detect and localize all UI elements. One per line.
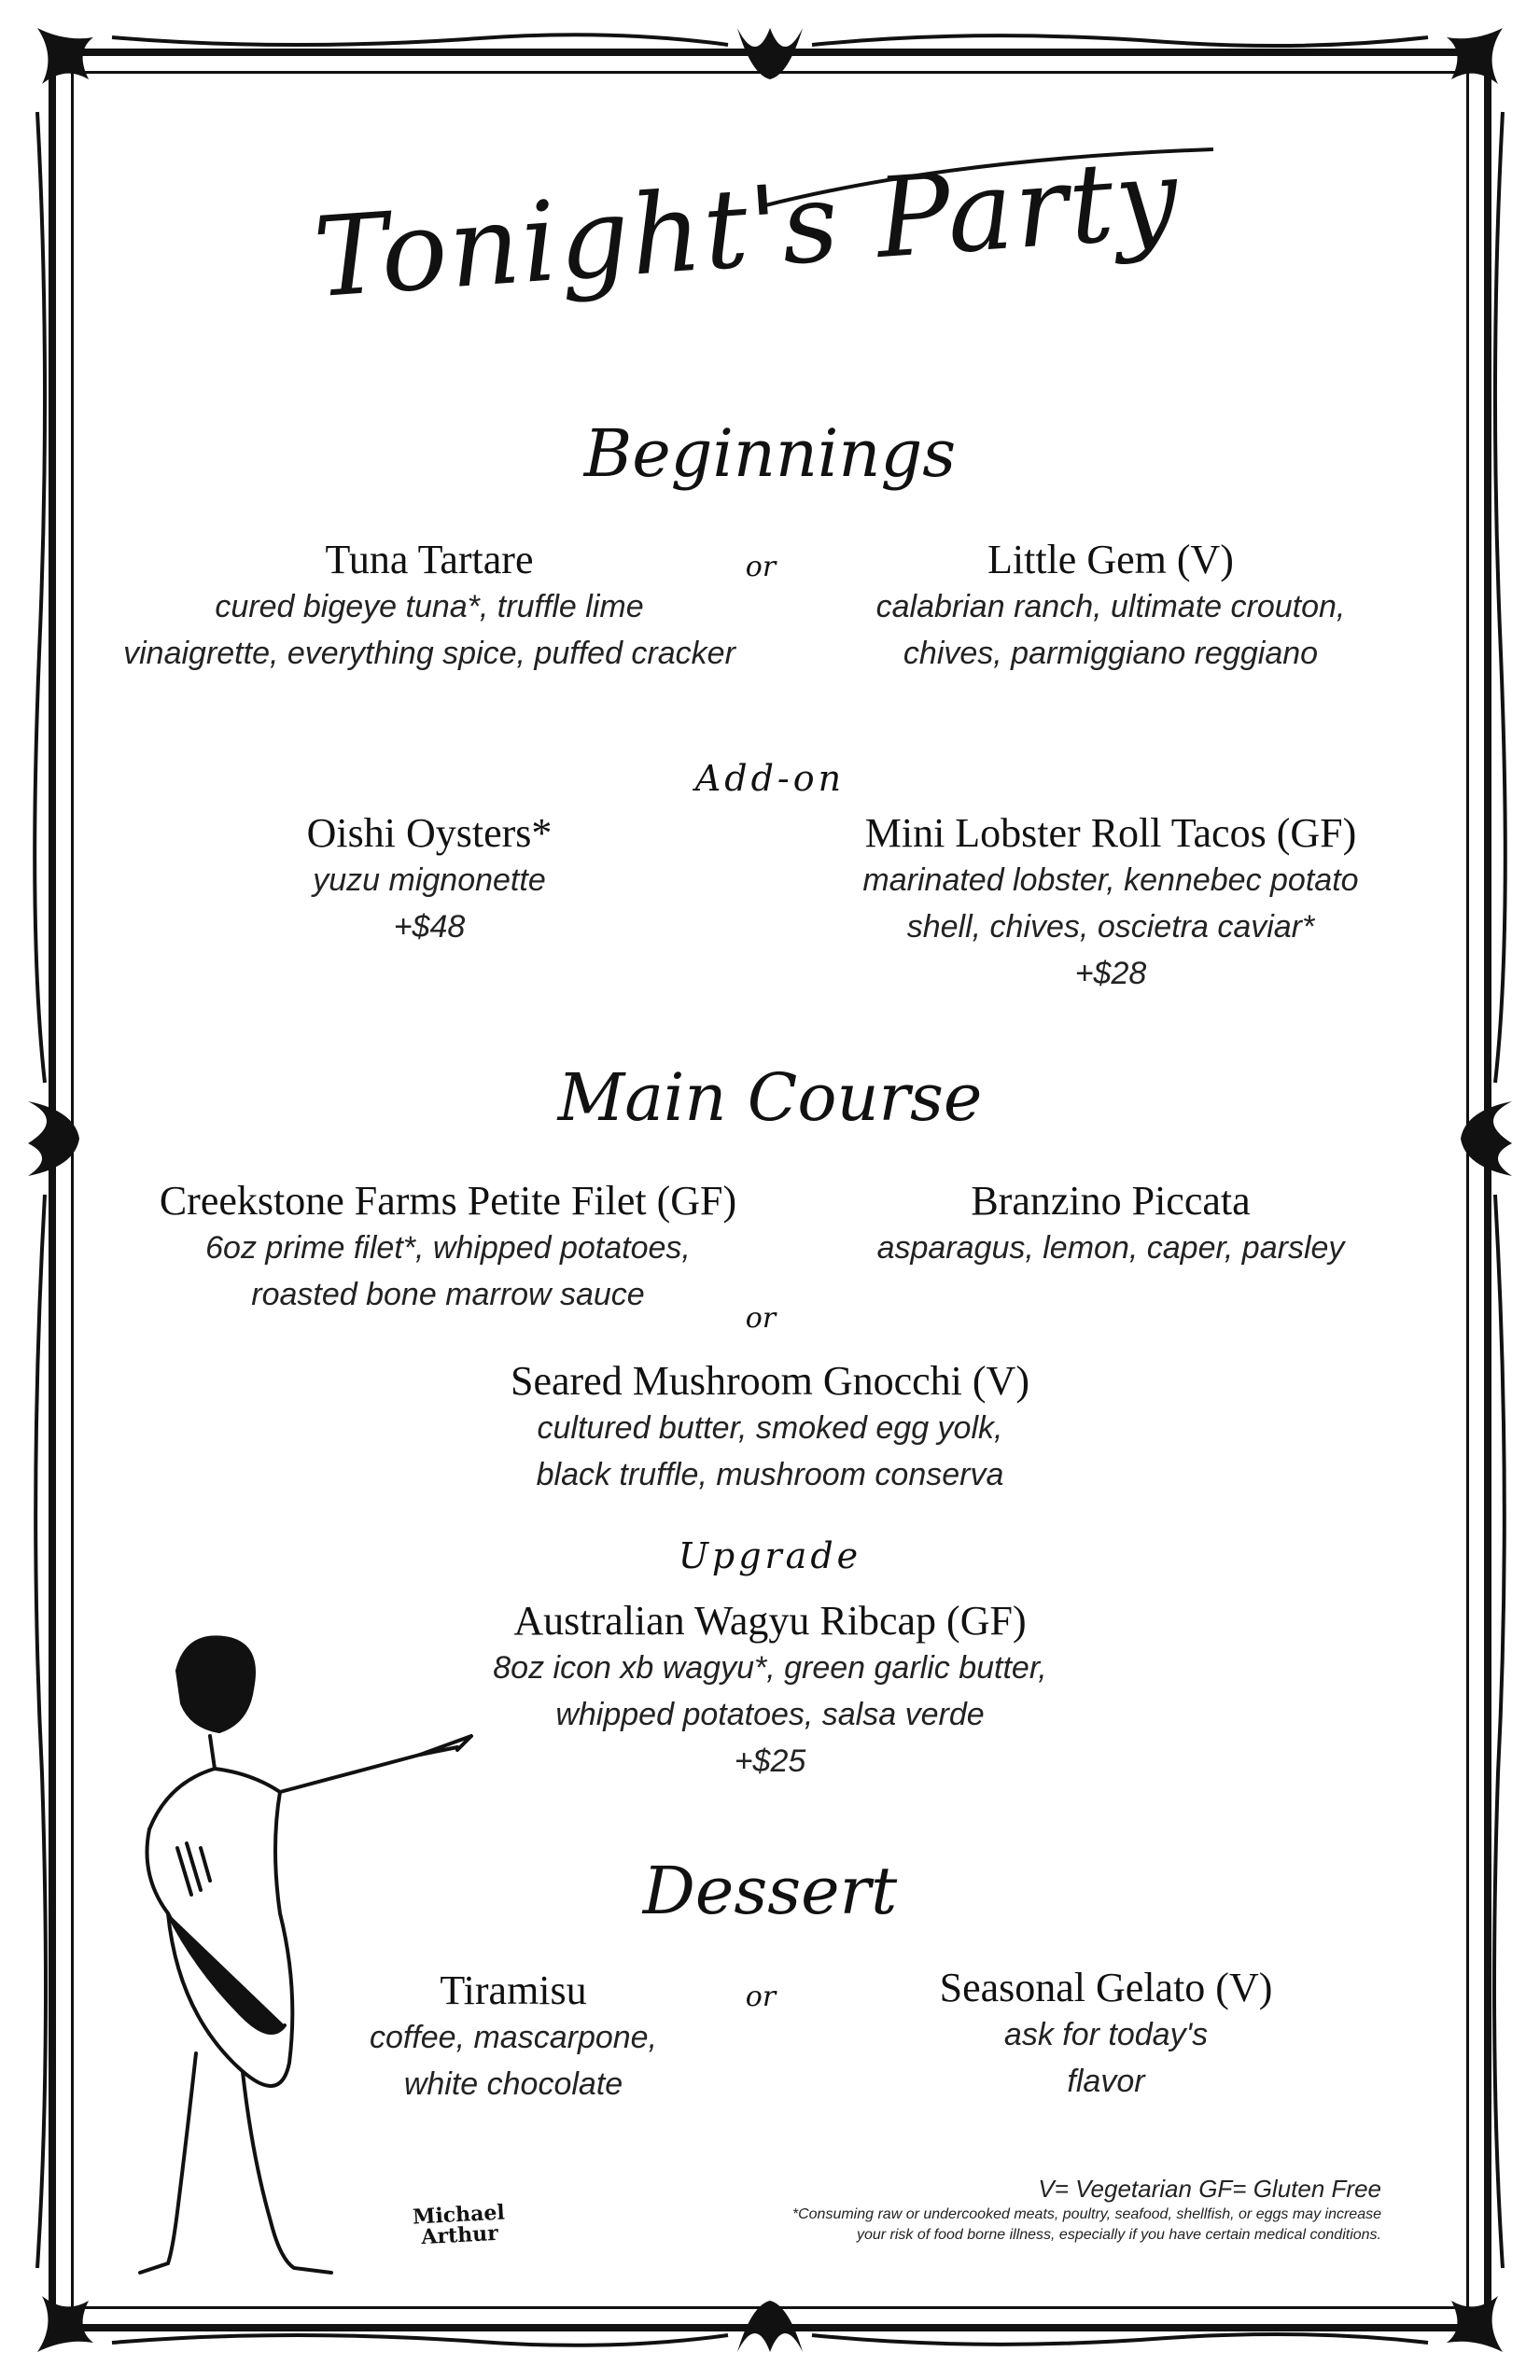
item-desc-line: 8oz icon xb wagyu*, green garlic butter, <box>493 1650 1047 1686</box>
menu-item-oishi-oysters <box>149 810 709 950</box>
subheading-add-on: Add-on <box>694 758 846 799</box>
signature-line: Michael <box>412 2200 506 2230</box>
menu-title: Tonight's Party <box>309 133 1184 323</box>
menu-item-petite-filet <box>112 1178 784 1318</box>
item-name: Tiramisu <box>440 1967 587 2013</box>
item-desc-line: yuzu mignonette <box>313 862 546 898</box>
item-name: Australian Wagyu Ribcap (GF) <box>513 1598 1027 1644</box>
menu-item-mini-lobster-roll-tacos <box>803 810 1419 997</box>
item-desc-line: 6oz prime filet*, whipped potatoes, <box>205 1230 691 1266</box>
item-desc-line: marinated lobster, kennebec potato <box>862 862 1359 898</box>
or-separator-dessert: or <box>745 1981 777 2013</box>
section-heading-beginnings: Beginnings <box>583 415 957 492</box>
signature-line: Arthur <box>420 2220 499 2250</box>
item-desc-line: coffee, mascarpone, <box>369 2020 658 2055</box>
item-price: +$28 <box>1074 956 1147 991</box>
item-name: Seared Mushroom Gnocchi (V) <box>511 1358 1029 1404</box>
item-price: +$48 <box>393 909 466 945</box>
dietary-key: V= Vegetarian GF= Gluten Free <box>1038 2175 1381 2203</box>
item-desc-line: ask for today's <box>1003 2017 1209 2052</box>
or-separator-main-course: or <box>745 1302 777 1335</box>
item-desc-line: vinaigrette, everything spice, puffed cracker <box>123 636 735 671</box>
menu-item-little-gem <box>803 537 1419 677</box>
menu-item-wagyu-ribcap <box>397 1598 1143 1785</box>
menu-item-tuna-tartare <box>103 537 756 677</box>
item-desc-line: shell, chives, oscietra caviar* <box>906 909 1315 945</box>
subheading-upgrade: Upgrade <box>678 1535 862 1576</box>
section-heading-dessert: Dessert <box>642 1853 898 1929</box>
item-desc-line: black truffle, mushroom conserva <box>536 1457 1004 1492</box>
item-name: Seasonal Gelato (V) <box>939 1965 1273 2010</box>
menu-legend <box>541 2173 1381 2246</box>
item-desc-line: whipped potatoes, salsa verde <box>555 1697 985 1732</box>
item-desc-line: roasted bone marrow sauce <box>251 1277 645 1312</box>
item-desc-line: white chocolate <box>403 2066 623 2102</box>
menu-item-mushroom-gnocchi <box>397 1358 1143 1498</box>
menu-item-branzino-piccata <box>803 1178 1419 1271</box>
item-name: Little Gem (V) <box>987 537 1234 582</box>
item-name: Creekstone Farms Petite Filet (GF) <box>159 1178 737 1224</box>
item-desc-line: chives, parmiggiano reggiano <box>903 636 1319 671</box>
title-flourish <box>765 140 1232 215</box>
item-name: Mini Lobster Roll Tacos (GF) <box>864 810 1357 856</box>
food-safety-note-line: *Consuming raw or undercooked meats, poultry, seafood, shellfish, or eggs may increase <box>791 2206 1381 2222</box>
item-desc-line: cured bigeye tuna*, truffle lime <box>215 589 644 624</box>
food-safety-note-line: your risk of food borne illness, especially if you have certain medical conditions. <box>856 2227 1381 2243</box>
item-price: +$25 <box>734 1743 806 1779</box>
item-name: Oishi Oysters* <box>306 810 553 856</box>
item-desc-line: asparagus, lemon, caper, parsley <box>876 1230 1345 1266</box>
artist-signature <box>402 2202 516 2248</box>
item-name: Branzino Piccata <box>971 1178 1251 1224</box>
section-heading-main-course: Main Course <box>557 1059 983 1136</box>
item-name: Tuna Tartare <box>325 537 534 582</box>
menu-item-seasonal-gelato <box>873 1965 1339 2105</box>
item-desc-line: cultured butter, smoked egg yolk, <box>537 1410 1003 1446</box>
item-desc-line: flavor <box>1067 2064 1145 2099</box>
waiter-sketch-illustration <box>112 1615 504 2287</box>
or-separator-beginnings: or <box>745 551 777 583</box>
item-desc-line: calabrian ranch, ultimate crouton, <box>875 589 1346 624</box>
